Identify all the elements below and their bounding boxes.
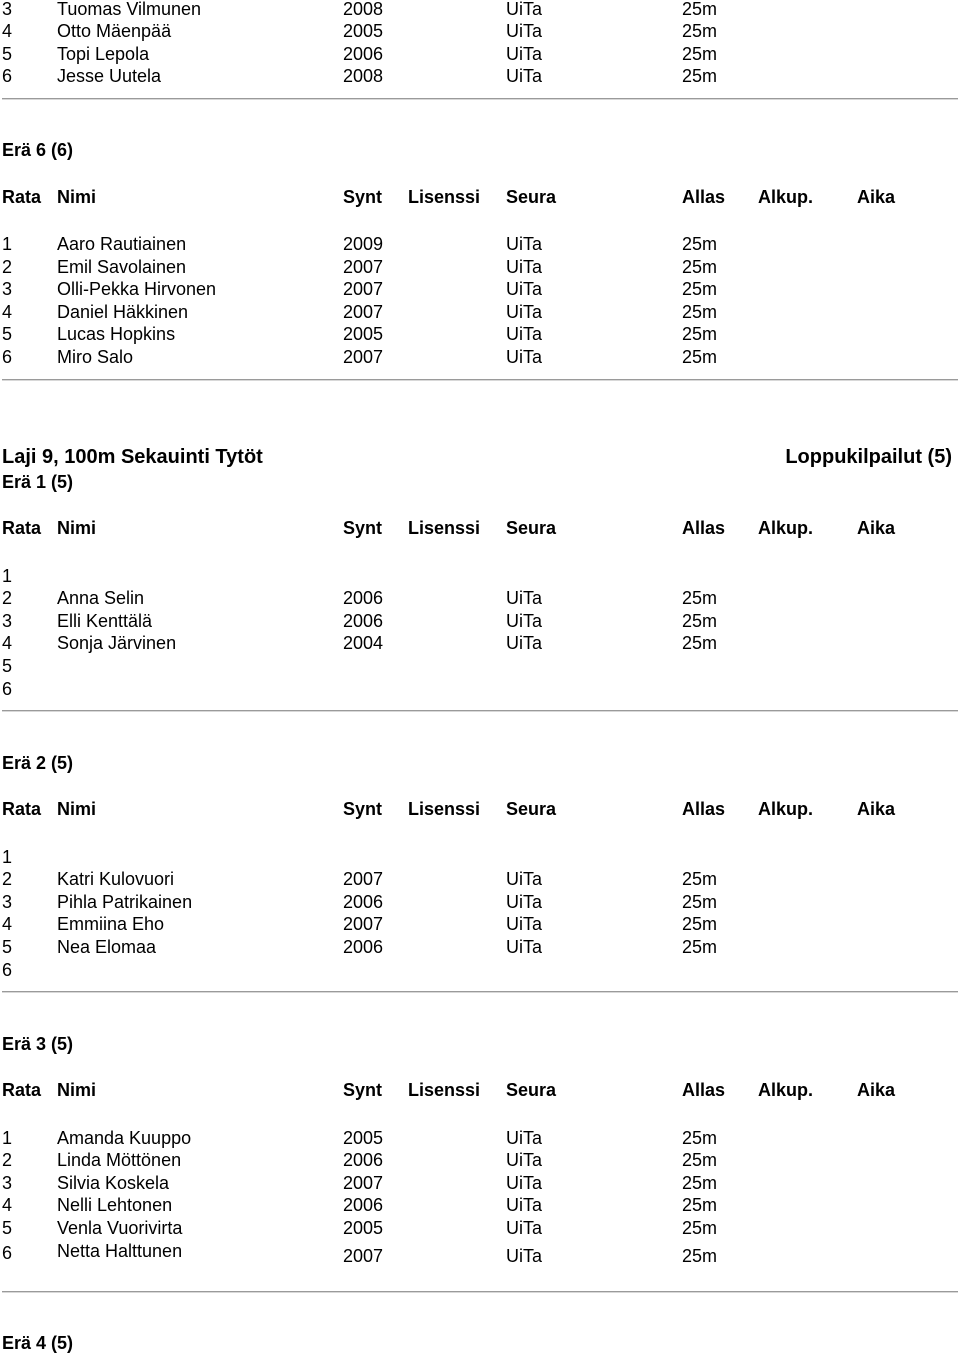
birth-year: 2005 [343, 1128, 384, 1148]
table-row [0, 1149, 960, 1171]
club: UiTa [506, 869, 543, 889]
pool: 25m [682, 257, 718, 277]
table-row [0, 846, 960, 868]
lane-number: 4 [2, 914, 13, 934]
header-aika: Aika [857, 518, 896, 538]
lane-number: 1 [2, 566, 13, 586]
swimmer-name: Emmiina Eho [57, 914, 165, 934]
pool: 25m [682, 21, 718, 41]
table-row [0, 323, 960, 345]
club: UiTa [506, 279, 543, 299]
swimmer-name: Elli Kenttälä [57, 611, 153, 631]
header-nimi: Nimi [57, 799, 97, 819]
club: UiTa [506, 302, 543, 322]
birth-year: 2006 [343, 588, 384, 608]
club: UiTa [506, 1173, 543, 1193]
header-seura: Seura [506, 799, 557, 819]
header-allas: Allas [682, 1080, 726, 1100]
lane-number: 3 [2, 0, 13, 19]
pool: 25m [682, 1173, 718, 1193]
club: UiTa [506, 1195, 543, 1215]
table-header [0, 798, 960, 820]
pool: 25m [682, 324, 718, 344]
lane-number: 3 [2, 279, 13, 299]
pool: 25m [682, 0, 718, 19]
header-allas: Allas [682, 799, 726, 819]
lane-number: 5 [2, 937, 13, 957]
lane-number: 3 [2, 611, 13, 631]
header-seura: Seura [506, 187, 557, 207]
swimmer-name: Olli-Pekka Hirvonen [57, 279, 217, 299]
swimmer-name: Lucas Hopkins [57, 324, 176, 344]
swimmer-name: Amanda Kuuppo [57, 1128, 192, 1148]
header-synt: Synt [343, 187, 383, 207]
heat-title: Erä 3 (5) [2, 1034, 74, 1054]
birth-year: 2007 [343, 914, 384, 934]
swimmer-name: Jesse Uutela [57, 66, 162, 86]
table-row [0, 278, 960, 300]
event-type: Loppukilpailut (5) [785, 446, 952, 468]
club: UiTa [506, 1218, 543, 1238]
header-alkup: Alkup. [758, 187, 814, 207]
lane-number: 4 [2, 302, 13, 322]
lane-number: 6 [2, 1243, 13, 1263]
table-row [0, 655, 960, 677]
pool: 25m [682, 279, 718, 299]
header-lisenssi: Lisenssi [408, 518, 481, 538]
pool: 25m [682, 1218, 718, 1238]
club: UiTa [506, 1150, 543, 1170]
table-row [0, 868, 960, 890]
table-row [0, 1217, 960, 1239]
lane-number: 1 [2, 234, 13, 254]
header-alkup: Alkup. [758, 1080, 814, 1100]
header-synt: Synt [343, 518, 383, 538]
pool: 25m [682, 1246, 718, 1266]
lane-number: 1 [2, 847, 13, 867]
section-divider [2, 98, 958, 100]
birth-year: 2007 [343, 257, 384, 277]
swimmer-name: Topi Lepola [57, 44, 150, 64]
lane-number: 2 [2, 1150, 13, 1170]
header-lisenssi: Lisenssi [408, 1080, 481, 1100]
pool: 25m [682, 234, 718, 254]
header-seura: Seura [506, 518, 557, 538]
pool: 25m [682, 588, 718, 608]
lane-number: 6 [2, 347, 13, 367]
birth-year: 2007 [343, 1246, 384, 1266]
birth-year: 2007 [343, 302, 384, 322]
birth-year: 2005 [343, 1218, 384, 1238]
table-row [0, 43, 960, 65]
table-row [0, 632, 960, 654]
header-rata: Rata [2, 799, 42, 819]
header-aika: Aika [857, 1080, 896, 1100]
lane-number: 1 [2, 1128, 13, 1148]
lane-number: 2 [2, 869, 13, 889]
table-row [0, 346, 960, 368]
pool: 25m [682, 347, 718, 367]
swimmer-name: Pihla Patrikainen [57, 892, 193, 912]
pool: 25m [682, 1128, 718, 1148]
club: UiTa [506, 21, 543, 41]
table-row [0, 301, 960, 323]
header-allas: Allas [682, 187, 726, 207]
pool: 25m [682, 914, 718, 934]
birth-year: 2006 [343, 1150, 384, 1170]
lane-number: 4 [2, 1195, 13, 1215]
club: UiTa [506, 914, 543, 934]
club: UiTa [506, 324, 543, 344]
lane-number: 4 [2, 21, 13, 41]
table-row [0, 20, 960, 42]
heat-title: Erä 2 (5) [2, 753, 74, 773]
birth-year: 2005 [343, 21, 384, 41]
lane-number: 5 [2, 324, 13, 344]
club: UiTa [506, 257, 543, 277]
birth-year: 2005 [343, 324, 384, 344]
table-row [0, 565, 960, 587]
swimmer-name: Nea Elomaa [57, 937, 157, 957]
header-synt: Synt [343, 799, 383, 819]
birth-year: 2007 [343, 869, 384, 889]
swimmer-name: Emil Savolainen [57, 257, 187, 277]
birth-year: 2006 [343, 1195, 384, 1215]
pool: 25m [682, 869, 718, 889]
lane-number: 2 [2, 257, 13, 277]
swimmer-name: Otto Mäenpää [57, 21, 172, 41]
pool: 25m [682, 892, 718, 912]
swimmer-name: Nelli Lehtonen [57, 1195, 173, 1215]
club: UiTa [506, 611, 543, 631]
table-row [0, 678, 960, 700]
pool: 25m [682, 1150, 718, 1170]
swimmer-name: Sonja Järvinen [57, 633, 177, 653]
birth-year: 2006 [343, 44, 384, 64]
swimmer-name: Tuomas Vilmunen [57, 0, 202, 19]
table-header [0, 517, 960, 539]
swimmer-name: Netta Halttunen [57, 1241, 183, 1261]
pool: 25m [682, 633, 718, 653]
pool: 25m [682, 302, 718, 322]
pool: 25m [682, 1195, 718, 1215]
birth-year: 2009 [343, 234, 384, 254]
pool: 25m [682, 44, 718, 64]
pool: 25m [682, 611, 718, 631]
table-row [0, 913, 960, 935]
header-rata: Rata [2, 518, 42, 538]
club: UiTa [506, 347, 543, 367]
section-divider [2, 991, 958, 993]
header-rata: Rata [2, 187, 42, 207]
lane-number: 5 [2, 1218, 13, 1238]
header-lisenssi: Lisenssi [408, 187, 481, 207]
birth-year: 2006 [343, 611, 384, 631]
heat-title: Erä 6 (6) [2, 140, 74, 160]
club: UiTa [506, 66, 543, 86]
header-lisenssi: Lisenssi [408, 799, 481, 819]
club: UiTa [506, 1246, 543, 1266]
club: UiTa [506, 234, 543, 254]
swimmer-name: Linda Möttönen [57, 1150, 182, 1170]
birth-year: 2006 [343, 937, 384, 957]
header-aika: Aika [857, 799, 896, 819]
table-row [0, 65, 960, 87]
event-title: Laji 9, 100m Sekauinti Tytöt [2, 446, 263, 468]
swimmer-name: Silvia Koskela [57, 1173, 170, 1193]
table-row [0, 256, 960, 278]
birth-year: 2006 [343, 892, 384, 912]
header-synt: Synt [343, 1080, 383, 1100]
table-row [0, 1242, 960, 1272]
table-row [0, 936, 960, 958]
birth-year: 2007 [343, 347, 384, 367]
heat-title: Erä 4 (5) [2, 1333, 74, 1353]
pool: 25m [682, 66, 718, 86]
lane-number: 5 [2, 44, 13, 64]
header-nimi: Nimi [57, 518, 97, 538]
birth-year: 2004 [343, 633, 384, 653]
lane-number: 6 [2, 679, 13, 699]
table-row [0, 1194, 960, 1216]
table-row [0, 610, 960, 632]
table-row [0, 891, 960, 913]
header-alkup: Alkup. [758, 799, 814, 819]
lane-number: 6 [2, 66, 13, 86]
swimmer-name: Daniel Häkkinen [57, 302, 189, 322]
club: UiTa [506, 588, 543, 608]
heat-title: Erä 1 (5) [2, 472, 74, 492]
birth-year: 2008 [343, 66, 384, 86]
birth-year: 2007 [343, 279, 384, 299]
table-row [0, 587, 960, 609]
swimmer-name: Miro Salo [57, 347, 134, 367]
table-row [0, 0, 960, 20]
club: UiTa [506, 0, 543, 19]
table-header [0, 186, 960, 208]
header-allas: Allas [682, 518, 726, 538]
table-row [0, 1172, 960, 1194]
club: UiTa [506, 44, 543, 64]
header-seura: Seura [506, 1080, 557, 1100]
swimmer-name: Katri Kulovuori [57, 869, 175, 889]
header-nimi: Nimi [57, 1080, 97, 1100]
table-row [0, 233, 960, 255]
section-divider [2, 379, 958, 381]
club: UiTa [506, 633, 543, 653]
club: UiTa [506, 1128, 543, 1148]
table-row [0, 1127, 960, 1149]
section-divider [2, 710, 958, 712]
section-divider [2, 1291, 958, 1293]
swimmer-name: Venla Vuorivirta [57, 1218, 183, 1238]
lane-number: 3 [2, 1173, 13, 1193]
pool: 25m [682, 937, 718, 957]
header-aika: Aika [857, 187, 896, 207]
lane-number: 2 [2, 588, 13, 608]
header-nimi: Nimi [57, 187, 97, 207]
swimmer-name: Anna Selin [57, 588, 145, 608]
table-header [0, 1079, 960, 1101]
table-row [0, 959, 960, 981]
lane-number: 6 [2, 960, 13, 980]
lane-number: 5 [2, 656, 13, 676]
birth-year: 2007 [343, 1173, 384, 1193]
header-alkup: Alkup. [758, 518, 814, 538]
lane-number: 4 [2, 633, 13, 653]
lane-number: 3 [2, 892, 13, 912]
club: UiTa [506, 892, 543, 912]
swimmer-name: Aaro Rautiainen [57, 234, 187, 254]
birth-year: 2008 [343, 0, 384, 19]
club: UiTa [506, 937, 543, 957]
header-rata: Rata [2, 1080, 42, 1100]
